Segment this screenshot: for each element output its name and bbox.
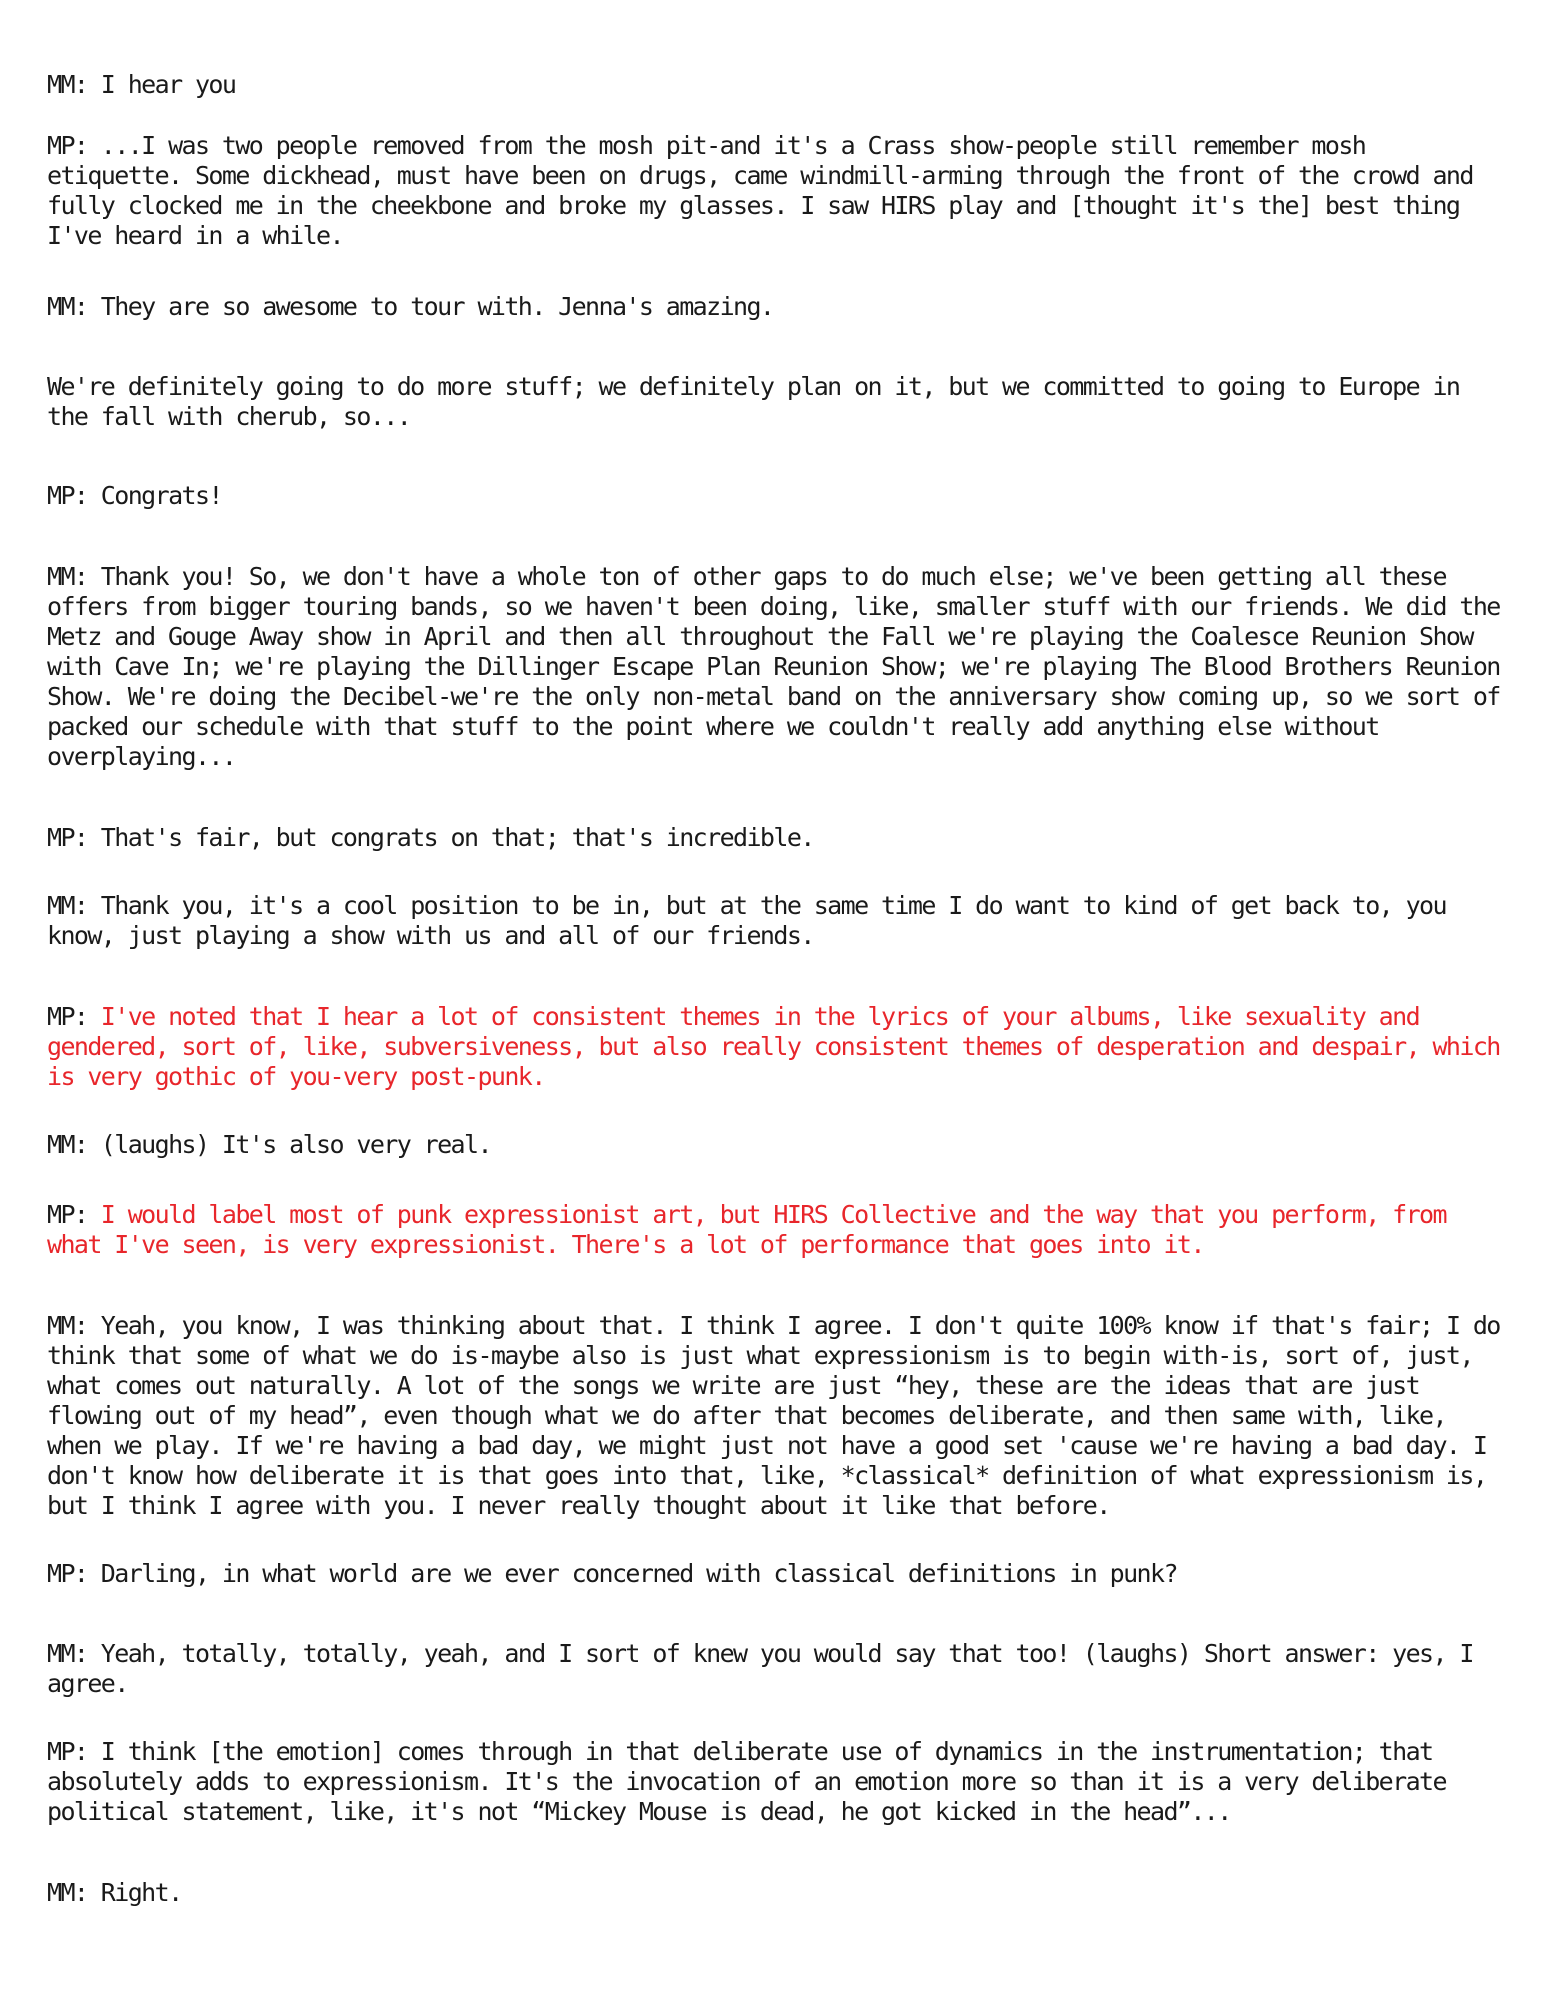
paragraph-text: ...I was two people removed from the mosh pit-and it's a Crass show-people still remember mosh etiquette. Some dickhead, must have been on drugs, came windmill-arming through the front of the crowd and fully clocked me in the cheekbone and broke my glasses. I saw HIRS play and [thought it's the] best thing I've heard in a while.	[47, 131, 1473, 250]
paragraph-text: Right.	[87, 1878, 182, 1907]
speaker-label: MP:	[47, 1002, 88, 1031]
speaker-label: MM:	[47, 1130, 88, 1159]
transcript-paragraph	[47, 1559, 1507, 1589]
paragraph-text: Thank you! So, we don't have a whole ton of other gaps to do much else; we've been getting all these offers from bigger touring bands, so we haven't been doing, like, smaller stuff with our friends. We did the Metz and Gouge Away show in April and then all throughout the Fall we're playing the Coalesce Reunion Show with Cave In; we're playing the Dillinger Escape Plan Reunion Show; we're playing The Blood Brothers Reunion Show. We're doing the Decibel-we're the only non-metal band on the anniversary show coming up, so we sort of packed our schedule with that stuff to the point where we couldn't really add anything else without overplaying...	[47, 562, 1500, 771]
transcript-paragraph	[47, 1737, 1507, 1827]
paragraph-text: Yeah, totally, totally, yeah, and I sort of knew you would say that too! (laughs) Short answer: yes, I agree.	[47, 1639, 1473, 1698]
paragraph-text: That's fair, but congrats on that; that's incredible.	[87, 823, 814, 852]
speaker-label: MM:	[47, 292, 88, 321]
paragraph-text: Darling, in what world are we ever concerned with classical definitions in punk?	[87, 1559, 1177, 1588]
highlighted-question: I've noted that I hear a lot of consistent themes in the lyrics of your albums, like sexuality and gendered, sort of, like, subversiveness, but also really consistent themes of desperation and despair, which is very gothic of you-very post-punk.	[47, 1002, 1500, 1091]
speaker-label: MP:	[47, 131, 88, 160]
paragraph-text: (laughs) It's also very real.	[87, 1130, 491, 1159]
transcript-paragraph	[47, 562, 1507, 772]
transcript-paragraph	[47, 1200, 1507, 1260]
highlighted-question: I would label most of punk expressionist art, but HIRS Collective and the way that you perform, from what I've seen, is very expressionist. There's a lot of performance that goes into it.	[47, 1200, 1446, 1259]
speaker-label: MP:	[47, 1559, 88, 1588]
speaker-label: MP:	[47, 481, 88, 510]
speaker-label: MM:	[47, 1878, 88, 1907]
paragraph-text: Congrats!	[87, 481, 222, 510]
speaker-label: MM:	[47, 562, 88, 591]
transcript-paragraph	[47, 823, 1507, 853]
transcript-paragraph	[47, 481, 1507, 511]
transcript-paragraph	[47, 1878, 1507, 1908]
paragraph-text: I think [the emotion] comes through in that deliberate use of dynamics in the instrumentation; that absolutely adds to expressionism. It's the invocation of an emotion more so than it is a very deliberate political statement, like, it's not “Mickey Mouse is dead, he got kicked in the head”...	[47, 1737, 1446, 1826]
transcript-paragraph	[47, 1002, 1507, 1092]
speaker-label: MM:	[47, 1639, 88, 1668]
paragraph-text: They are so awesome to tour with. Jenna's amazing.	[87, 292, 774, 321]
transcript-paragraph	[47, 292, 1507, 322]
paragraph-text: I hear you	[87, 70, 236, 99]
speaker-label: MM:	[47, 1311, 88, 1340]
paragraph-text: Yeah, you know, I was thinking about that. I think I agree. I don't quite 100% know if that's fair; I do think that some of what we do is-maybe also is just what expressionism is to begin with-is, sort of, just, what comes out naturally. A lot of the songs we write are just “hey, these are the ideas that are just flowing out of my head”, even though what we do after that becomes deliberate, and then same with, like, when we play. If we're having a bad day, we might just not have a good set 'cause we're having a bad day. I don't know how deliberate it is that goes into that, like, *classical* definition of what expressionism is, but I think I agree with you. I never really thought about it like that before.	[47, 1311, 1500, 1520]
speaker-label: MM:	[47, 891, 88, 920]
transcript-paragraph	[47, 372, 1507, 432]
interview-transcript	[47, 70, 1507, 1908]
transcript-paragraph	[47, 1130, 1507, 1160]
transcript-paragraph	[47, 131, 1507, 251]
paragraph-text: We're definitely going to do more stuff; we definitely plan on it, but we committed to going to Europe in the fall with cherub, so...	[47, 372, 1460, 431]
transcript-paragraph	[47, 1311, 1507, 1521]
paragraph-text: Thank you, it's a cool position to be in, but at the same time I do want to kind of get back to, you know, just playing a show with us and all of our friends.	[47, 891, 1446, 950]
speaker-label: MM:	[47, 70, 88, 99]
speaker-label: MP:	[47, 1200, 88, 1229]
speaker-label: MP:	[47, 823, 88, 852]
transcript-paragraph	[47, 1639, 1507, 1699]
speaker-label: MP:	[47, 1737, 88, 1766]
transcript-paragraph	[47, 70, 1507, 100]
transcript-paragraph	[47, 891, 1507, 951]
